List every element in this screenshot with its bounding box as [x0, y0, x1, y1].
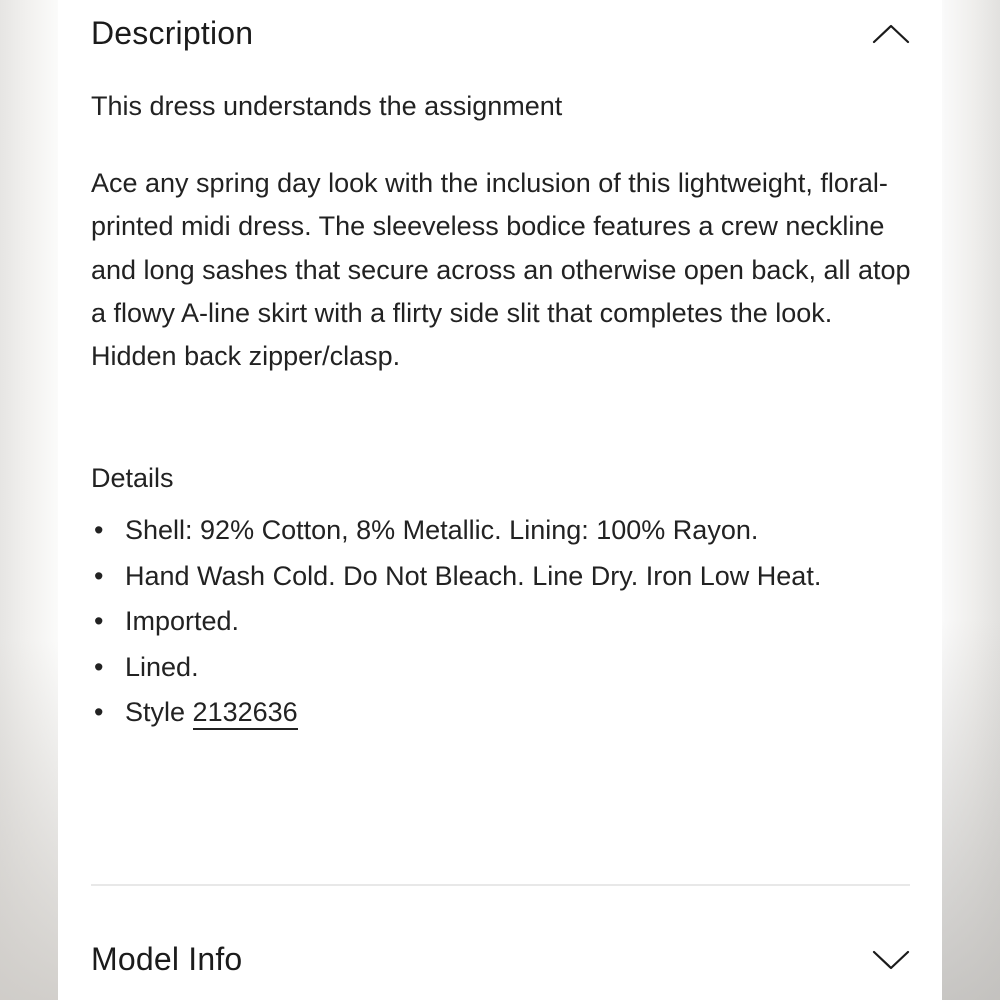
details-list-item: • Shell: 92% Cotton, 8% Metallic. Lining: 100% Rayon.	[94, 515, 759, 545]
details-list-item: • Imported.	[94, 606, 240, 636]
description-subtitle: This dress understands the assignment	[91, 91, 563, 121]
product-info-panel	[58, 0, 942, 1000]
section-divider	[91, 884, 910, 886]
details-item-text: Shell: 92% Cotton, 8% Metallic. Lining: 100% Rayon.	[125, 515, 759, 545]
style-number-link[interactable]: 2132636	[193, 697, 298, 730]
details-list-item: • Lined.	[94, 651, 199, 682]
details-item-text: Lined.	[125, 651, 199, 682]
details-item-text: Hand Wash Cold. Do Not Bleach. Line Dry. Iron Low Heat.	[125, 560, 822, 591]
details-list	[91, 508, 891, 736]
description-accordion-header[interactable]	[91, 8, 911, 58]
details-item-text: Imported.	[125, 606, 240, 636]
chevron-down-icon[interactable]	[871, 944, 911, 974]
style-label: Style	[125, 697, 186, 727]
model-info-title: Model Info	[91, 940, 243, 977]
right-edge-shading	[942, 0, 1000, 1000]
details-list-item-style: • Style 2132636	[91, 690, 891, 736]
chevron-up-icon[interactable]	[871, 18, 911, 48]
description-title: Description	[91, 14, 254, 51]
description-body: Ace any spring day look with the inclusion of this lightweight, floral-printed midi dress. The sleeveless bodice features a crew neckline and long sashes that secure across an otherwise open back, all atop a flowy A-line skirt with a flirty side slit that completes the look. Hidden back zipper/clasp.	[91, 168, 911, 372]
model-info-accordion-header[interactable]	[91, 934, 911, 984]
details-title: Details	[91, 463, 174, 493]
details-list-item: • Hand Wash Cold. Do Not Bleach. Line Dry. Iron Low Heat.	[94, 560, 822, 591]
left-edge-shading	[0, 0, 58, 1000]
